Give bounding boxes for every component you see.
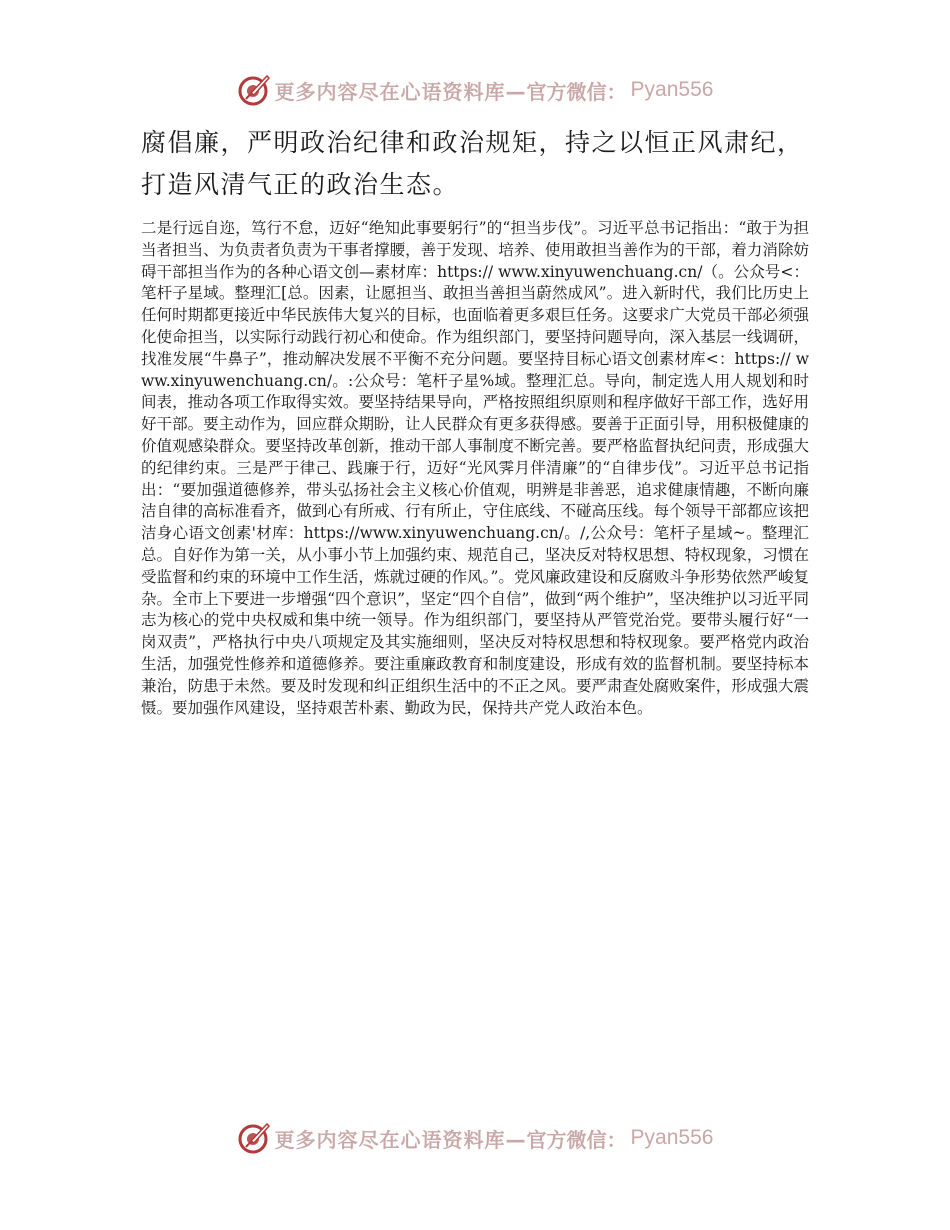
brush-logo-icon <box>237 73 271 107</box>
lead-paragraph: 腐倡廉，严明政治纪律和政治规矩，持之以恒正风肃纪，打造风清气正的政治生态。 <box>141 128 804 199</box>
header-banner <box>0 70 950 110</box>
banner-text: 更多内容尽在心语资料库— <box>274 79 527 104</box>
banner-text: 更多内容尽在心语资料库— <box>274 1127 527 1152</box>
brush-logo-icon <box>237 1121 271 1155</box>
banner-wechat-label: 官方微信： <box>526 79 627 104</box>
banner-wechat-label: 官方微信： <box>526 1127 627 1152</box>
banner-wechat-id: Pyan556 <box>630 78 714 101</box>
body-paragraph: 二是行远自迩，笃行不怠，迈好“绝知此事要躬行”的“担当步伐”。习近平总书记指出：“敢于为担当者担当、为负责者负责为干事者撑腰，善于发现、培养、使用敢担当善作为的干部，着力消除妨碍干部担当作为的各种心语文创—素材库：https:// www.xinyuwenchuang.cn/（。公众号<：笔杆子星域。整理汇[总。因素，让愿担当、敢担当善担当蔚然成风”。进入新时代，我们比历史上任何时期都更接近中华民族伟大复兴的目标，也面临着更多艰巨任务。这要求广大党员干部必须强化使命担当，以实际行动践行初心和使命。作为组织部门，要坚持问题导向，深入基层一线调研，找准发展“牛鼻子”，推动解决发展不平衡不充分问题。要坚持目标心语文创素材库<：https:// www.xinyuwenchuang.cn/。:公众号：笔杆子星%域。整理汇总。导向，制定选人用人规划和时间表，推动各项工作取得实效。要坚持结果导向，严格按照组织原则和程序做好干部工作，选好用好干部。要主动作为，回应群众期盼，让人民群众有更多获得感。要善于正面引导，用积极健康的价值观感染群众。要坚持改革创新，推动干部人事制度不断完善。要严格监督执纪问责，形成强大的纪律约束。三是严于律己、践廉于行，迈好“光风霁月伴清廉”的“自律步伐”。习近平总书记指出：“要加强道德修养，带头弘扬社会主义核心价值观，明辨是非善恶，追求健康情趣，不断向廉洁自律的高标准看齐，做到心有所戒、行有所止，守住底线、不碰高压线。每个领导干部都应该把洁身心语文创素'材库：https://www.xinyuwenchuang.cn/。/,公众号：笔杆子星域~。整理汇总。自好作为第一关，从小事小节上加强约束、规范自己，坚决反对特权思想、特权现象，习惯在受监督和约束的环境中工作生活，炼就过硬的作风。”。党风廉政建设和反腐败斗争形势依然严峻复杂。全市上下要进一步增强“四个意识”，坚定“四个自信”，做到“两个维护”，坚决维护以习近平同志为核心的党中央权威和集中统一领导。作为组织部门，要坚持从严管党治党。要带头履行好“一岗双责”，严格执行中央八项规定及其实施细则，坚决反对特权思想和特权现象。要严格党内政治生活，加强党性修养和道德修养。要注重廉政教育和制度建设，形成有效的监督机制。要坚持标本兼治，防患于未然。要及时发现和纠正组织生活中的不正之风。要严肃查处腐败案件，形成强大震慑。要加强作风建设，坚持艰苦朴素、勤政为民，保持共产党人政治本色。 <box>141 219 809 717</box>
banner-wechat-id: Pyan556 <box>630 1126 714 1149</box>
footer-banner <box>0 1118 950 1158</box>
